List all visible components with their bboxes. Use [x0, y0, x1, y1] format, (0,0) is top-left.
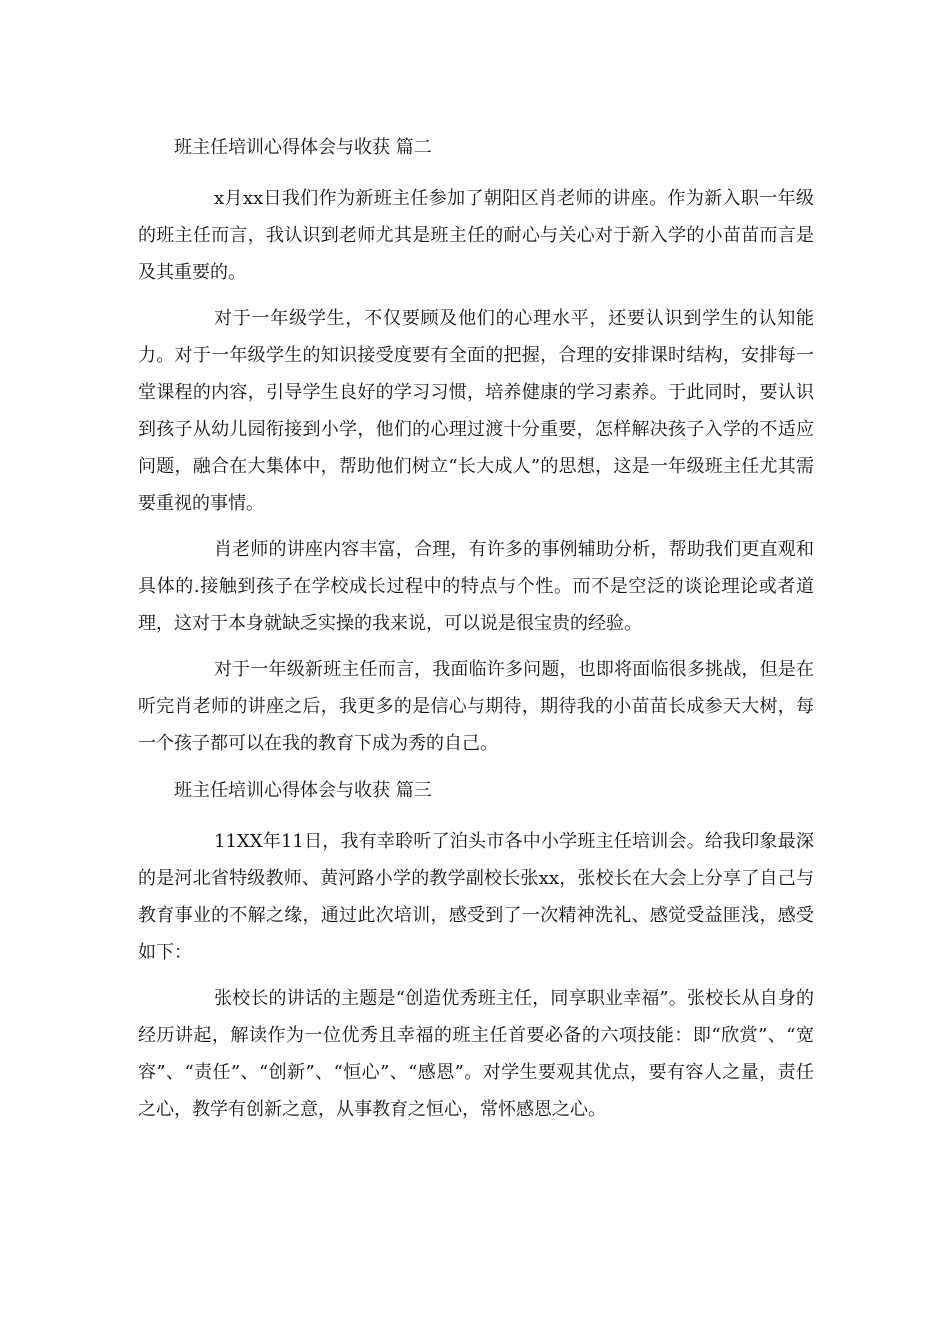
paragraph: 对于一年级新班主任而言，我面临许多问题，也即将面临很多挑战，但是在听完肖老师的讲座之后，我更多的是信心与期待，期待我的小苗苗长成参天大树，每一个孩子都可以在我的教育下成为秀的自己。: [138, 659, 814, 754]
paragraph: 对于一年级学生，不仅要顾及他们的心理水平，还要认识到学生的认知能力。对于一年级学生的知识接受度要有全面的把握，合理的安排课时结构，安排每一堂课程的内容，引导学生良好的学习习惯，培养健康的学习素养。于此同时，要认识到孩子从幼儿园衔接到小学，他们的心理过渡十分重要，怎样解决孩子入学的不适应问题，融合在大集体中，帮助他们树立“长大成人”的思想，这是一年级班主任尤其需要重视的事情。: [138, 308, 814, 514]
section-heading-part-2: 班主任培训心得体会与收获 篇二: [174, 137, 432, 158]
paragraph: 张校长的讲话的主题是“创造优秀班主任，同享职业幸福”。张校长从自身的经历讲起，解读作为一位优秀且幸福的班主任首要必备的六项技能：即“欣赏”、“宽容”、“责任”、“创新”、“恒心”、“感恩”。对学生要观其优点，要有容人之量，责任之心，教学有创新之意，从事教育之恒心，常怀感恩之心。: [138, 988, 814, 1120]
paragraph: 11XX年11日，我有幸聆听了泊头市各中小学班主任培训会。给我印象最深的是河北省特级教师、黄河路小学的教学副校长张xx，张校长在大会上分享了自己与教育事业的不解之缘，通过此次培训，感受到了一次精神洗礼、感觉受益匪浅，感受如下：: [138, 831, 814, 963]
document-body: [138, 128, 814, 1137]
paragraph: x月xx日我们作为新班主任参加了朝阳区肖老师的讲座。作为新入职一年级的班主任而言，我认识到老师尤其是班主任的耐心与关心对于新入学的小苗苗而言是及其重要的。: [138, 188, 814, 283]
section-heading-part-3: 班主任培训心得体会与收获 篇三: [174, 780, 432, 801]
paragraph: 肖老师的讲座内容丰富，合理，有许多的事例辅助分析，帮助我们更直观和具体的.接触到孩子在学校成长过程中的特点与个性。而不是空泛的谈论理论或者道理，这对于本身就缺乏实操的我来说，可以说是很宝贵的经验。: [138, 539, 814, 634]
